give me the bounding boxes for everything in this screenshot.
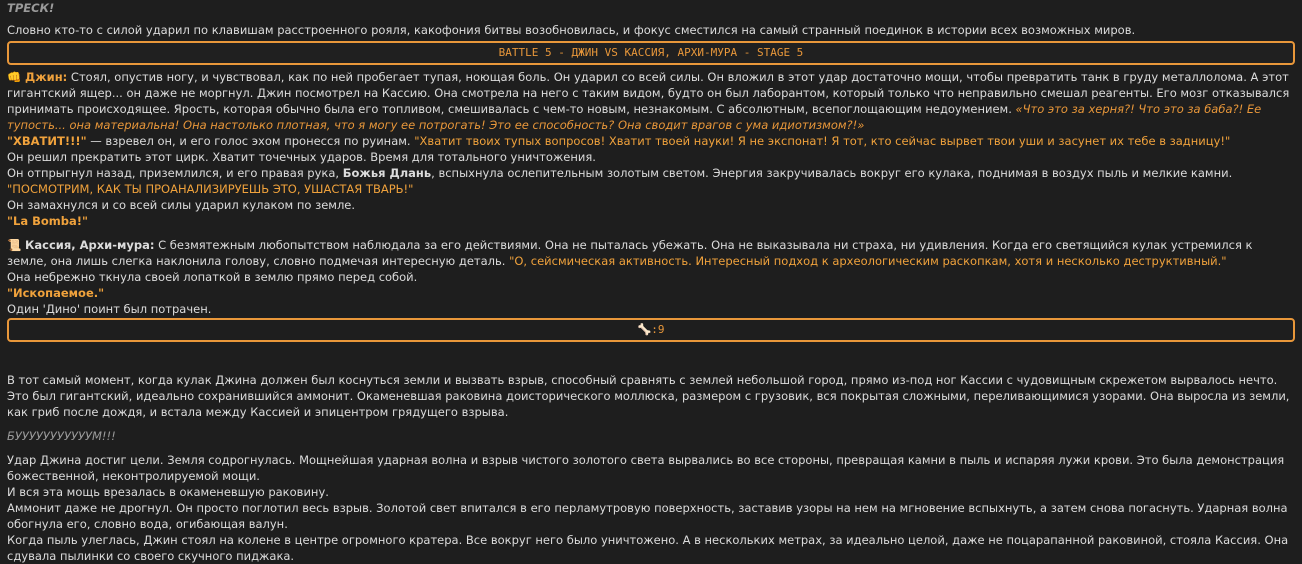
narration-4: И вся эта мощь врезалась в окаменевшую раковину. <box>7 485 329 499</box>
kassia-attack: "Ископаемое." <box>7 286 105 300</box>
jin-thought: «Что это за херня?! Что это за баба?! Ее тупость... она материальна! Она настолько плотная, что я могу ее потрогать! Это ее способность? Она сводит врагов с ума идиотизмом?!» <box>7 102 1262 132</box>
god-hand-name: Божья Длань <box>342 166 432 180</box>
narration-6: Когда пыль улеглась, Джин стоял на колене в центре огромного кратера. Все вокруг него было уничтожено. А в нескольких метрах, за идеально целой, даже не поцарапанной раковиной, стояла Кассия. Она сдувала пылинки со своего скучного пиджака. <box>7 533 1289 563</box>
spacer <box>7 444 1295 452</box>
dino-counter-banner <box>7 318 1295 342</box>
jin-shout-1: "ХВАТИТ!!!" <box>7 134 87 148</box>
sfx-crack: ТРЕСК! <box>7 1 55 15</box>
fist-icon: 👊 <box>7 70 22 84</box>
battle-banner-text: BATTLE 5 - ДЖИН VS КАССИЯ, АРХИ-МУРА - STAGE 5 <box>498 46 804 59</box>
jin-line-3-b: , вспыхнула ослепительным золотым светом. Энергия закручивалась вокруг его кулака, поднимая в воздух пыль и мелкие камни. <box>431 166 1233 180</box>
narration-3: Удар Джина достиг цели. Земля содрогнулась. Мощнейшая ударная волна и взрыв чистого золотого света вырвались во все стороны, превращая камни в пыль и испаряя лужи крови. Это была демонстрация божественной, неконтролируемой мощи. <box>7 453 1285 483</box>
jin-text: Стоял, опустив ногу, и чувствовал, как по ней пробегает тупая, ноющая боль. Он ударил со всей силы. Он вложил в этот удар достаточно мощи, чтобы превратить танк в груду металлолома. А этот гигантский ящер... он даже не моргнул. Джин посмотрел на Кассию. Она смотрела на него с таким видом, будто он был лаборантом, который только что неправильно смешал реагенты. Его мозг отказывался принимать происходящее. Ярость, которая обычно была его топливом, смешивалась с чем-то новым, незнакомым. С абсолютным, всепоглощающим недоумением. <box>7 70 1290 116</box>
jin-shout-quote: "Хватит твоих тупых вопросов! Хватит твоей науки! Я не экспонат! Я тот, кто сейчас вырвет твои уши и засунет их тебе в задницу!" <box>414 134 1231 148</box>
narration-2: Это был гигантский, идеально сохранившийся аммонит. Окаменевшая раковина доисторического моллюска, размером с грузовик, вся покрытая сложными, переливающимися узорами. Она выросла из земли, как гриб после дождя, и встала между Кассией и эпицентром грядущего взрыва. <box>7 389 1290 419</box>
sfx-boom: БУУУУУУУУУУУМ!!! <box>7 429 116 443</box>
battle-banner <box>7 41 1295 65</box>
kassia-paragraph <box>7 237 1295 269</box>
kassia-quote: "О, сейсмическая активность. Интересный подход к археологическим раскопкам, хотя и несколько деструктивный." <box>509 254 1227 268</box>
jin-shout-after: — взревел он, и его голос эхом пронесся по руинам. <box>86 134 415 148</box>
jin-shout-2: "ПОСМОТРИМ, КАК ТЫ ПРОАНАЛИЗИРУЕШЬ ЭТО, УШАСТАЯ ТВАРЬ!" <box>7 182 414 196</box>
narration-5: Аммонит даже не дрогнул. Он просто поглотил весь взрыв. Золотой свет впитался в его перламутровую поверхность, заставив узоры на нем на мгновение вспыхнуть, а затем снова погаснуть. Ударная волна обогнула его, словно вода, огибающая валун. <box>7 501 1288 531</box>
jin-line-2: Он решил прекратить этот цирк. Хватит точечных ударов. Время для тотального уничтожения. <box>7 150 596 164</box>
spacer <box>7 229 1295 237</box>
jin-line-4: Он замахнулся и со всей силы ударил кулаком по земле. <box>7 198 356 212</box>
jin-name: Джин: <box>24 70 68 84</box>
narration-1: В тот самый момент, когда кулак Джина должен был коснуться земли и вызвать взрыв, способный сравнять с землей небольшой город, прямо из-под ног Кассии с чудовищным скрежетом вырвалось нечто. <box>7 373 1278 387</box>
dino-counter-value: :9 <box>651 323 665 336</box>
bone-icon: 🦴 <box>637 323 652 336</box>
intro-paragraph: Словно кто-то с силой ударил по клавишам расстроенного рояля, какофония битвы возобновилась, и фокус сместился на самый странный поединок в истории всех возможных миров. <box>7 23 1136 37</box>
jin-shout-line <box>7 133 1295 149</box>
jin-attack: "La Bomba!" <box>7 214 88 228</box>
kassia-line-3: Один 'Дино' поинт был потрачен. <box>7 302 212 316</box>
scroll-icon: 📜 <box>7 238 22 252</box>
kassia-text: С безмятежным любопытством наблюдала за его действиями. Она не пыталась убежать. Она не выказывала ни страха, ни удивления. Когда его светящийся кулак устремился к земле, она лишь слегка наклонила голову, словно подмечая интересную деталь. <box>7 238 1253 268</box>
jin-line-3-a: Он отпрыгнул назад, приземлился, и его правая рука, <box>7 166 343 180</box>
kassia-line-2: Она небрежно ткнула своей лопаткой в землю прямо перед собой. <box>7 270 418 284</box>
jin-line-3 <box>7 165 1295 181</box>
spacer <box>7 342 1295 372</box>
jin-paragraph <box>7 69 1295 133</box>
kassia-name: Кассия, Архи-мура: <box>24 238 155 252</box>
spacer <box>7 420 1295 428</box>
